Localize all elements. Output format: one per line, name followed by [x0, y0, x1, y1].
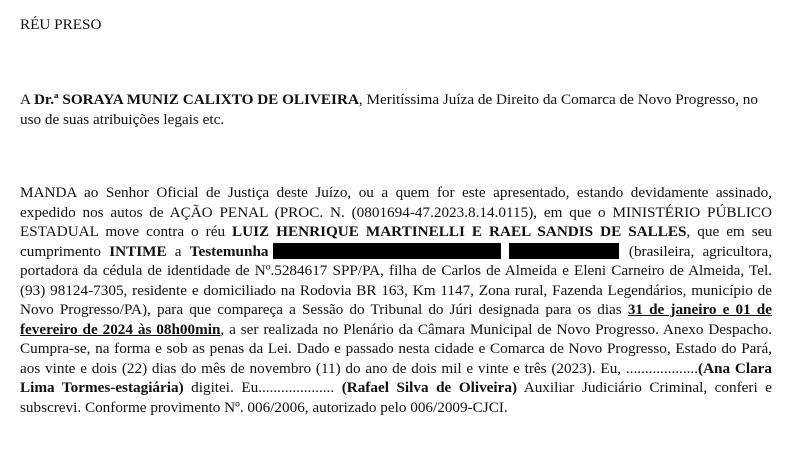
intern-name: (Ana Clara Lima Tormes-estagiária): [20, 359, 773, 396]
clerk-name: (Rafael Silva de Oliveira): [341, 379, 518, 396]
body-text-4: (brasileira, agricultora, portadora da cédula de identidade de Nº.5284617 SPP/PA, filha de Carlos de Almeida e Eleni Carneiro de Almeida, Tel.(93) 98124-7305, residente e domiciliado na Rodovia BR 163, Km 1147, Zona rural, Fazenda Legendários, município de Novo Progresso/PA), para que compareça a Sessão do Tribunal do Júri designada para os dias: [20, 242, 773, 318]
body-text-7: Auxiliar Judiciário Criminal, conferi e subscrevi. Conforme provimento Nº. 006/2006, autorizado pelo 006/2009-CJCI.: [20, 379, 772, 416]
redaction-bar: [273, 243, 501, 259]
order-paragraph: [20, 183, 772, 417]
body-text-2: , que em seu cumprimento: [20, 223, 772, 260]
intro-paragraph: [20, 90, 770, 130]
document-header: RÉU PRESO: [20, 16, 102, 33]
intro-rest: , Meritíssima Juíza de Direito da Comarca de Novo Progresso, no uso de suas atribuições legais etc.: [20, 91, 758, 128]
witness-label: Testemunha: [189, 242, 269, 260]
body-text-3: a: [166, 242, 190, 260]
redaction-bar: [509, 243, 619, 259]
body-text-5: , a ser realizada no Plenário da Câmara Municipal de Novo Progresso. Anexo Despacho. Cumpra-se, na forma e sob as penas da Lei. Dado e passado nesta cidade e Comarca de Novo Progresso, Estado do Pará, aos vinte e dois (22) dias do mês de novembro (11) do ano de dois mil e vinte e três (2023). Eu, ...................: [20, 320, 773, 377]
body-text-1: MANDA ao Senhor Oficial de Justiça deste Juízo, ou a quem for este apresentado, estando devidamente assinado, expedido nos autos de AÇÃO PENAL (PROC. N. (0801694-47.2023.8.14.0115), em que o MINISTÉRIO PÚBLICO ESTADUAL move contra o réu: [20, 184, 772, 240]
intime-word: INTIME: [109, 242, 167, 260]
intro-prefix: A: [20, 91, 34, 108]
session-dates: 31 de janeiro e 01 de fevereiro de 2024 às 08h00min: [20, 301, 772, 338]
defendant-names: LUIZ HENRIQUE MARTINELLI E RAEL SANDIS DE SALLES: [232, 223, 687, 240]
judge-name: Dr.ª SORAYA MUNIZ CALIXTO DE OLIVEIRA: [33, 91, 359, 108]
body-text-6: digitei. Eu....................: [183, 379, 342, 396]
